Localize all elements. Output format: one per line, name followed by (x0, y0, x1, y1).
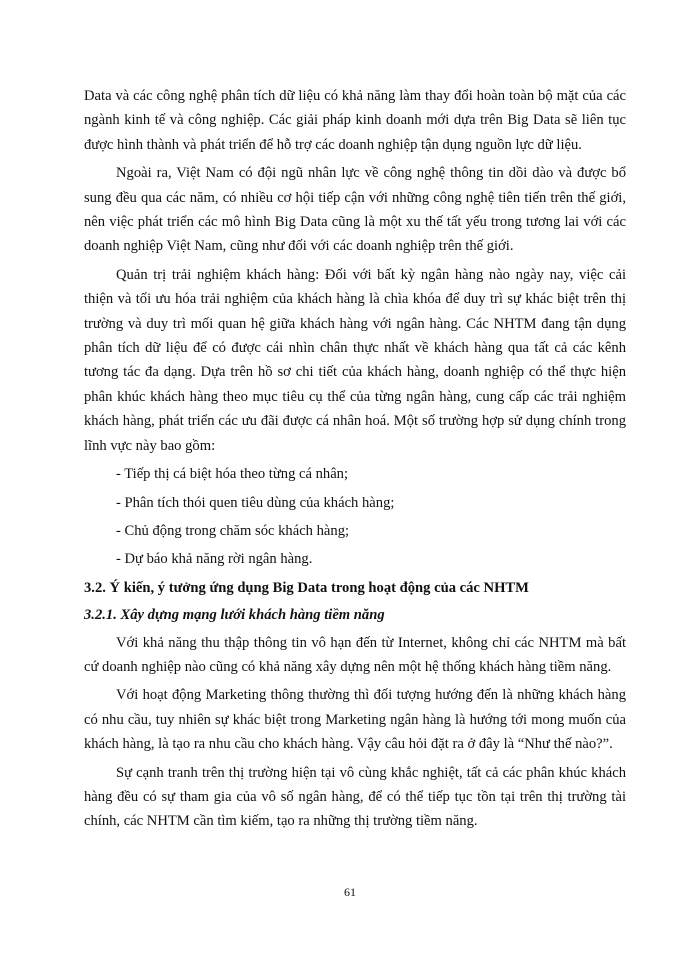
list-item: - Chủ động trong chăm sóc khách hàng; (116, 522, 350, 539)
paragraph-internet-data: Với khả năng thu thập thông tin vô hạn đến từ Internet, không chỉ các NHTM mà bất cứ doanh nghiệp nào cũng có khả năng xây dựng nên một hệ thống khách hàng tiềm năng. (84, 634, 626, 675)
paragraph-continuation: Data và các công nghệ phân tích dữ liệu có khả năng làm thay đổi hoàn toàn bộ mặt của các ngành kinh tế và công nghiệp. Các giải pháp kinh doanh mới dựa trên Big Data sẽ liên tục được hình thành và phát triển để hỗ trợ các doanh nghiệp tận dụng nguồn lực dữ liệu. (84, 88, 626, 153)
paragraph-marketing: Với hoạt động Marketing thông thường thì đối tượng hướng đến là những khách hàng có nhu cầu, tuy nhiên sự khác biệt trong Marketing ngân hàng là hướng tới mong muốn của khách hàng, là tạo ra nhu cầu cho khách hàng. Vậy câu hỏi đặt ra ở đây là “Như thế nào?”. (84, 687, 626, 753)
subsection-heading: 3.2.1. Xây dựng mạng lưới khách hàng tiềm năng (84, 607, 385, 624)
section-heading: 3.2. Ý kiến, ý tưởng ứng dụng Big Data trong hoạt động của các NHTM (84, 579, 529, 596)
paragraph-competition: Sự cạnh tranh trên thị trường hiện tại vô cùng khắc nghiệt, tất cả các phân khúc khách hàng đều có sự tham gia của vô số ngân hàng, để có thể tiếp tục tồn tại trên thị trường tài chính, các NHTM cần tìm kiếm, tạo ra những thị trường tiềm năng. (84, 764, 626, 830)
page-number: 61 (344, 885, 356, 899)
list-item: - Tiếp thị cá biệt hóa theo từng cá nhân; (116, 466, 349, 483)
paragraph-vietnam-workforce: Ngoài ra, Việt Nam có đội ngũ nhân lực về công nghệ thông tin dồi dào và được bổ sung đều qua các năm, có nhiều cơ hội tiếp cận với những công nghệ tiên tiến trên thế giới, nên việc phát triển các mô hình Big Data cũng là một xu thế tất yếu trong tương lai với các doanh nghiệp Việt Nam, cũng như đối với các doanh nghiệp trên thế giới. (84, 165, 626, 255)
document-page (84, 84, 626, 838)
use-case-list (84, 462, 626, 572)
list-item: - Phân tích thói quen tiêu dùng của khách hàng; (116, 494, 395, 511)
list-item: - Dự báo khả năng rời ngân hàng. (116, 551, 313, 568)
paragraph-customer-experience: Quản trị trải nghiệm khách hàng: Đối với bất kỳ ngân hàng nào ngày nay, việc cải thiện và tối ưu hóa trải nghiệm của khách hàng là chìa khóa để duy trì sự khác biệt trên thị trường và duy trì mối quan hệ giữa khách hàng với ngân hàng. Các NHTM đang tận dụng phân tích dữ liệu để có được cái nhìn chân thực nhất về khách hàng qua tất cả các kênh tương tác đa dạng. Dựa trên hồ sơ chi tiết của khách hàng, doanh nghiệp có thể thực hiện phân khúc khách hàng theo mục tiêu cụ thể của từng ngân hàng, cung cấp các trải nghiệm khách hàng, phát triển các ưu đãi được cá nhân hoá. Một số trường hợp sử dụng chính trong lĩnh vực này bao gồm: (84, 266, 626, 454)
